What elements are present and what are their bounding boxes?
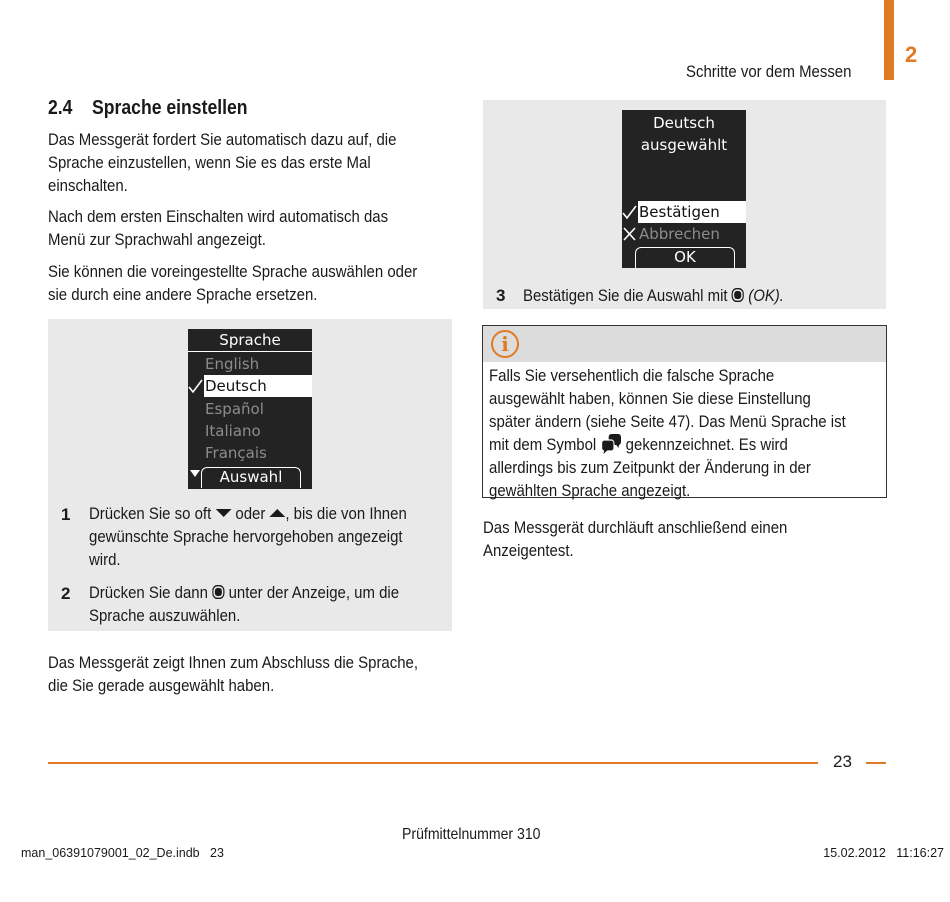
step-text: Drücken Sie dann bbox=[89, 583, 213, 602]
step-number: 3 bbox=[496, 286, 506, 305]
footer-rule bbox=[866, 762, 886, 764]
page-number: 23 bbox=[833, 752, 852, 771]
select-button[interactable]: Auswahl bbox=[201, 467, 301, 488]
step-text: oder bbox=[231, 504, 270, 523]
ok-button[interactable]: OK bbox=[635, 247, 735, 268]
language-option-english[interactable]: English bbox=[205, 355, 260, 373]
file-info: man_06391079001_02_De.indb 23 bbox=[21, 846, 224, 860]
step-2-text bbox=[89, 581, 399, 627]
step-1-text bbox=[89, 502, 407, 571]
paragraph-1 bbox=[48, 128, 396, 197]
step-line: Sprache auszuwählen. bbox=[89, 606, 241, 625]
step-number: 1 bbox=[61, 505, 71, 524]
paragraph-line: Sprache einzustellen, wenn Sie es das erste Mal bbox=[48, 153, 371, 172]
up-arrow-icon bbox=[269, 508, 285, 518]
confirm-title-line1: Deutsch bbox=[653, 114, 715, 132]
paragraph-3 bbox=[48, 260, 417, 306]
paragraph-line: Das Messgerät fordert Sie automatisch dazu auf, die bbox=[48, 130, 397, 149]
center-button-icon bbox=[732, 288, 744, 302]
cross-icon bbox=[622, 223, 638, 245]
confirm-screen bbox=[622, 110, 746, 268]
step-text: Bestätigen Sie die Auswahl mit bbox=[523, 286, 732, 305]
paragraph-line: Menü zur Sprachwahl angezeigt. bbox=[48, 230, 266, 249]
section-heading: 2.4 Sprache einstellen bbox=[48, 97, 248, 119]
paragraph-line: Anzeigentest. bbox=[483, 541, 574, 560]
step-line bbox=[89, 502, 407, 525]
down-arrow-icon bbox=[215, 508, 231, 518]
screen-divider bbox=[188, 351, 312, 352]
info-line: allerdings bis zum Zeitpunkt der Änderung in der bbox=[489, 458, 811, 477]
step-line bbox=[89, 581, 399, 604]
info-line: ausgewählt haben, können Sie diese Einstellung bbox=[489, 389, 811, 408]
closing-paragraph-left bbox=[48, 651, 418, 697]
info-icon: i bbox=[491, 330, 519, 358]
language-option-francais[interactable]: Français bbox=[205, 444, 267, 462]
info-text-part: mit dem Symbol bbox=[489, 435, 601, 454]
info-box bbox=[482, 325, 887, 498]
paragraph-line: Nach dem ersten Einschalten wird automatisch das bbox=[48, 207, 389, 226]
language-option-italiano[interactable]: Italiano bbox=[205, 422, 261, 440]
paragraph-line: die Sie gerade ausgewählt haben. bbox=[48, 676, 275, 695]
step-text: Drücken Sie so oft bbox=[89, 504, 216, 523]
screen-title: Sprache bbox=[219, 331, 281, 349]
paragraph-2 bbox=[48, 205, 388, 251]
step-text: (OK). bbox=[748, 286, 784, 305]
chapter-number: 2 bbox=[905, 42, 918, 67]
step-line: wird. bbox=[89, 550, 121, 569]
paragraph-line: Das Messgerät zeigt Ihnen zum Abschluss die Sprache, bbox=[48, 653, 419, 672]
center-button-icon bbox=[212, 585, 224, 599]
paragraph-line: sie durch eine andere Sprache ersetzen. bbox=[48, 285, 318, 304]
info-line: gewählten Sprache angezeigt. bbox=[489, 481, 691, 500]
paragraph-line: Das Messgerät durchläuft anschließend einen bbox=[483, 518, 788, 537]
test-number: Prüfmittelnummer 310 bbox=[402, 826, 541, 843]
info-line: später ändern (siehe Seite 47). Das Menü Sprache ist bbox=[489, 412, 846, 431]
step-number: 2 bbox=[61, 584, 71, 603]
info-text-part: gekennzeichnet. Es wird bbox=[621, 435, 788, 454]
language-screen bbox=[188, 329, 312, 489]
info-line bbox=[489, 433, 846, 456]
language-option-deutsch[interactable]: Deutsch bbox=[204, 375, 312, 397]
step-text: , bis die von Ihnen bbox=[285, 504, 407, 523]
info-text bbox=[489, 364, 846, 502]
footer-rule bbox=[48, 762, 818, 764]
info-line: Falls Sie versehentlich die falsche Sprache bbox=[489, 366, 775, 385]
cancel-option[interactable]: Abbrechen bbox=[639, 225, 720, 243]
scroll-down-icon bbox=[190, 470, 200, 478]
confirm-option[interactable]: Bestätigen bbox=[638, 201, 746, 223]
confirm-title-line2: ausgewählt bbox=[640, 136, 728, 154]
checkmark-icon bbox=[188, 375, 204, 397]
checkmark-icon bbox=[622, 201, 638, 223]
step-text: unter der Anzeige, um die bbox=[224, 583, 400, 602]
info-box-header bbox=[483, 326, 886, 362]
chapter-tab-bar bbox=[884, 0, 894, 80]
language-option-espanol[interactable]: Español bbox=[205, 400, 264, 418]
step-3-text bbox=[523, 284, 784, 307]
step-line: gewünschte Sprache hervorgehoben angezeigt bbox=[89, 527, 403, 546]
paragraph-line: Sie können die voreingestellte Sprache auswählen oder bbox=[48, 262, 418, 281]
running-header: Schritte vor dem Messen bbox=[686, 62, 852, 81]
closing-paragraph-right bbox=[483, 516, 787, 562]
language-menu-icon bbox=[600, 434, 621, 454]
paragraph-line: einschalten. bbox=[48, 176, 128, 195]
timestamp: 15.02.2012 11:16:27 bbox=[823, 846, 944, 860]
